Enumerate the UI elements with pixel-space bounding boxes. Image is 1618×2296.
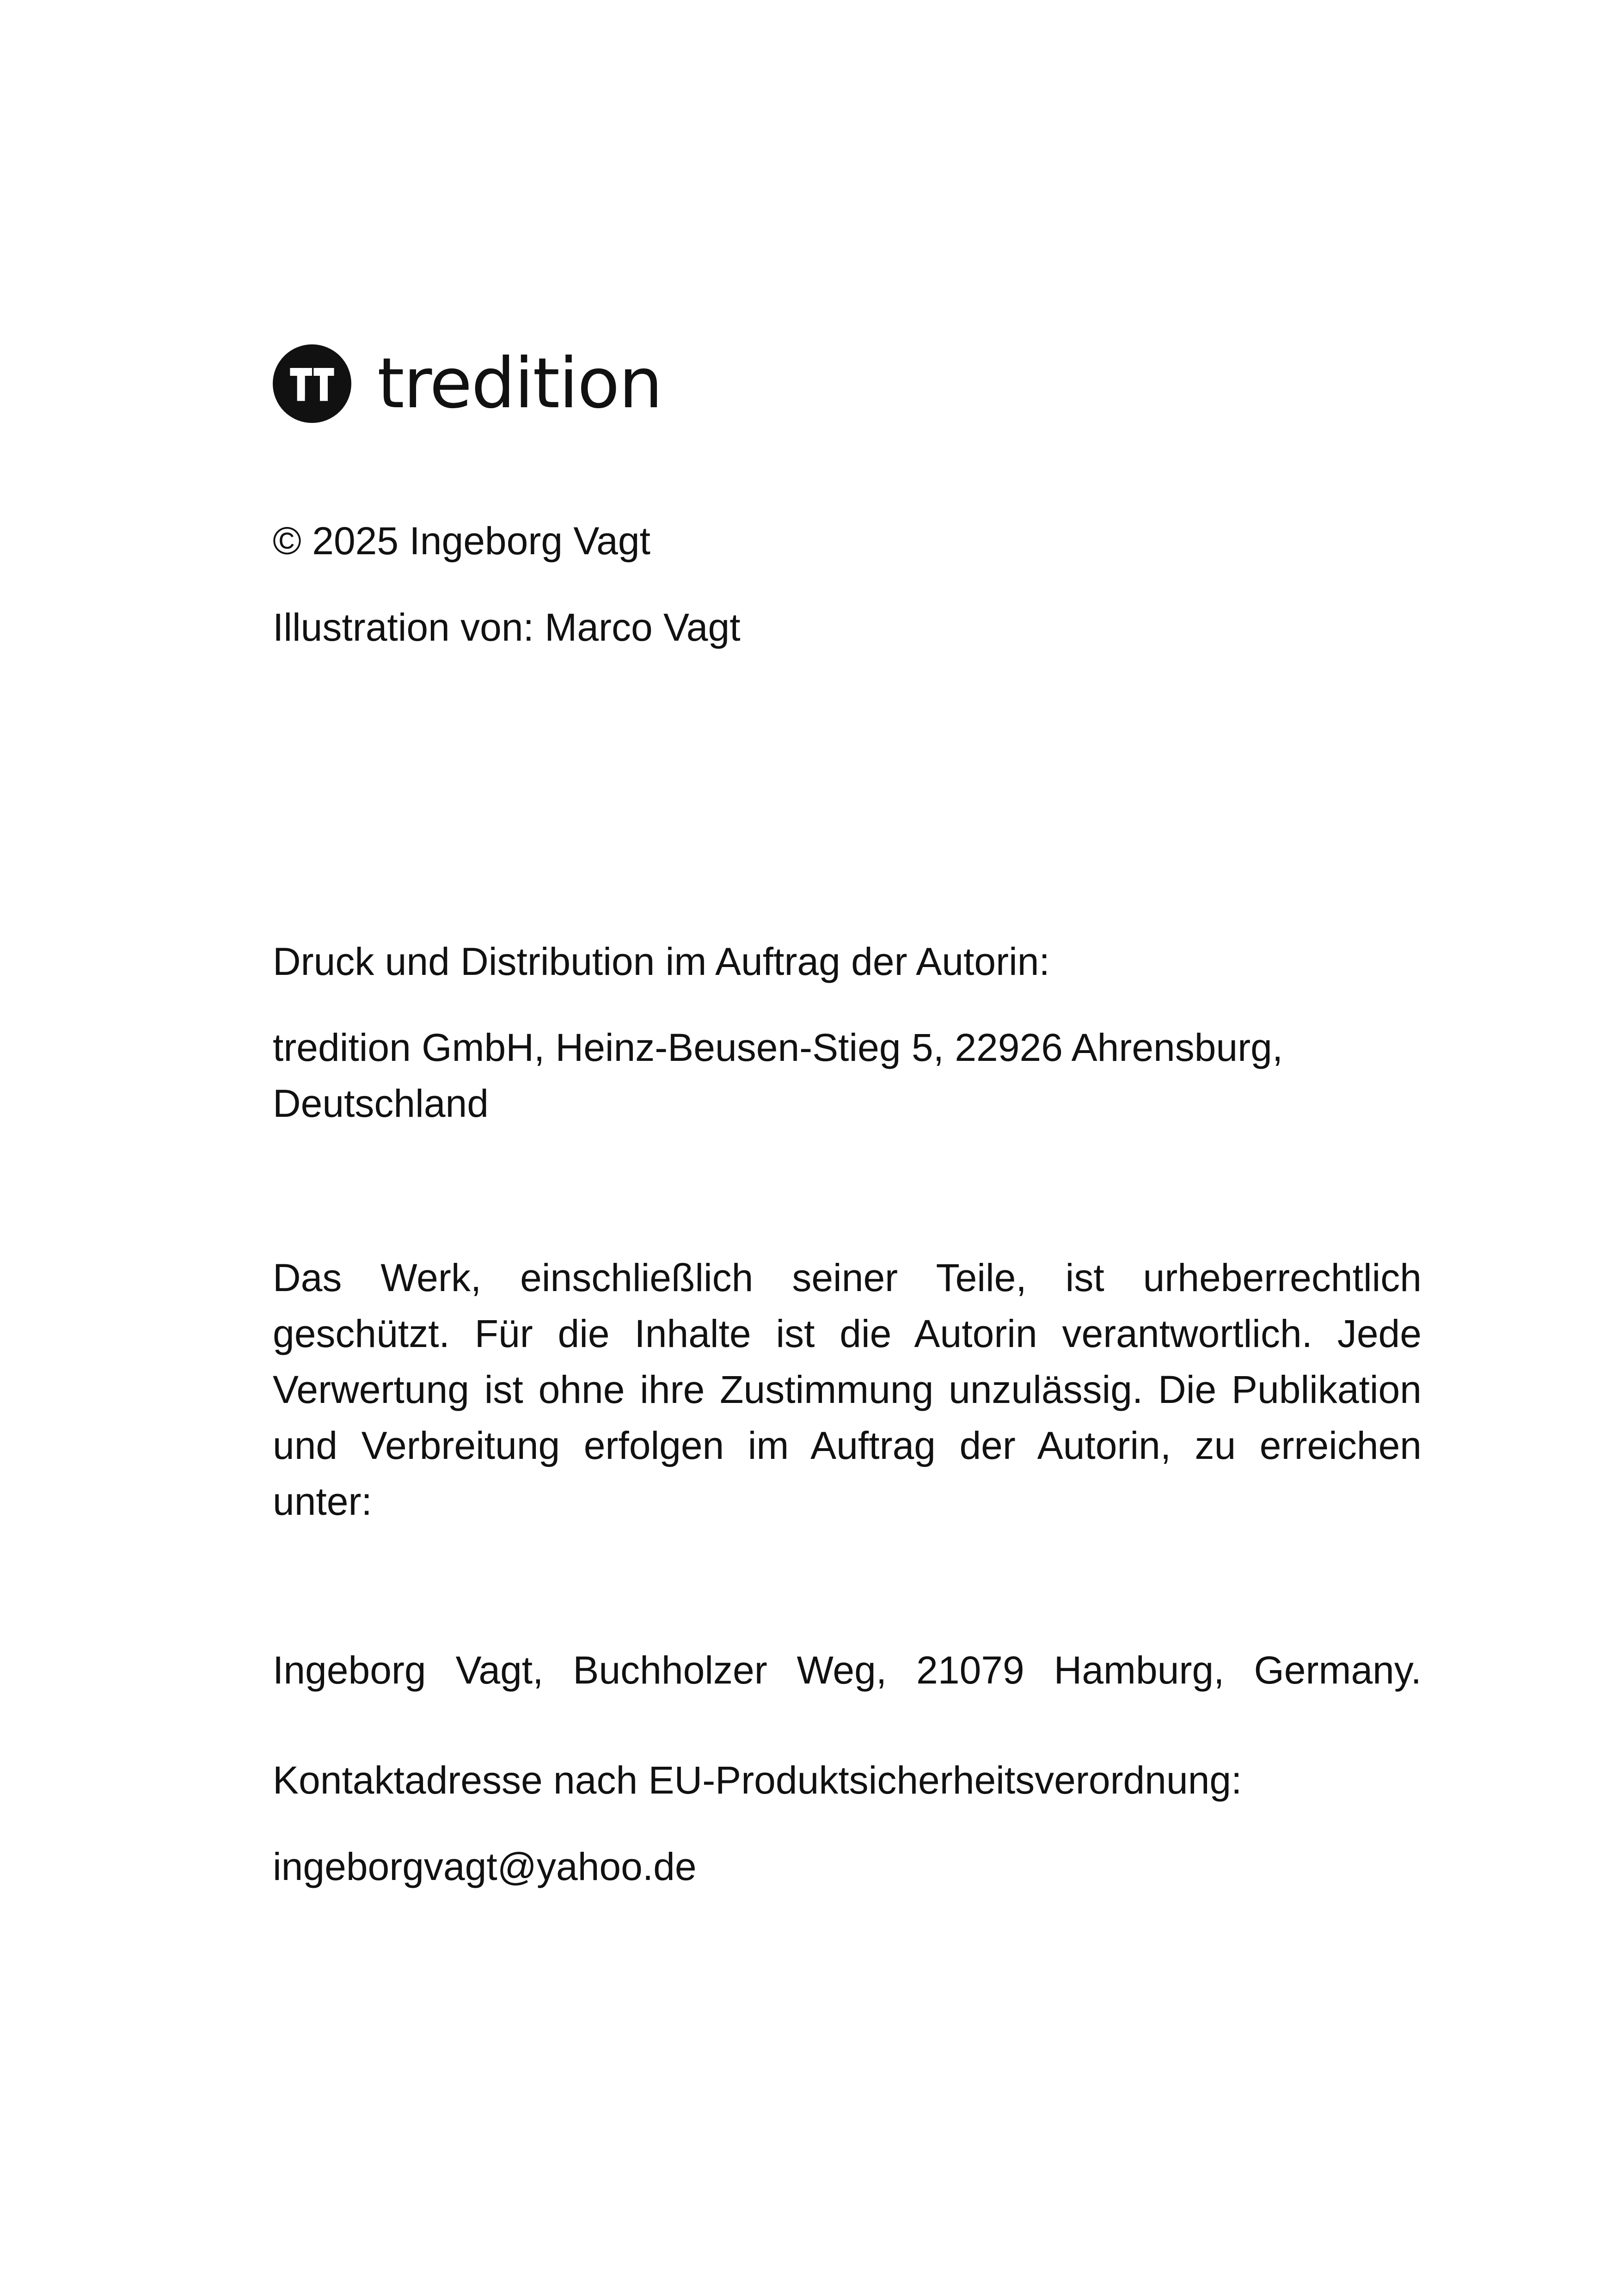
- author-address: Ingeborg Vagt, Buchholzer Weg, 21079 Hamburg, Germany.: [273, 1648, 1422, 1692]
- copyright-line: © 2025 Ingeborg Vagt: [273, 519, 650, 563]
- contact-heading: Kontaktadresse nach EU-Produktsicherheitsverordnung:: [273, 1758, 1242, 1802]
- copyright-notice: Das Werk, einschließlich seiner Teile, ist urheberrechtlich geschützt. Für die Inhalte ist die Autorin verantwortlich. Jede Verwertung ist ohne ihre Zustimmung unzulässig. Die Publikation und Verbreitung erfolgen im Auftrag der Autorin, zu erreichen unter:: [273, 1256, 1422, 1523]
- print-distribution-heading: Druck und Distribution im Auftrag der Autorin:: [273, 940, 1050, 983]
- tredition-logo-icon: [273, 344, 351, 423]
- contact-email: ingeborgvagt@yahoo.de: [273, 1845, 697, 1888]
- publisher-wordmark: tredition: [377, 343, 662, 424]
- publisher-logo: [273, 343, 662, 424]
- publisher-address: tredition GmbH, Heinz-Beusen-Stieg 5, 22926 Ahrensburg, Deutschland: [273, 1026, 1283, 1125]
- illustration-credit: Illustration von: Marco Vagt: [273, 606, 741, 649]
